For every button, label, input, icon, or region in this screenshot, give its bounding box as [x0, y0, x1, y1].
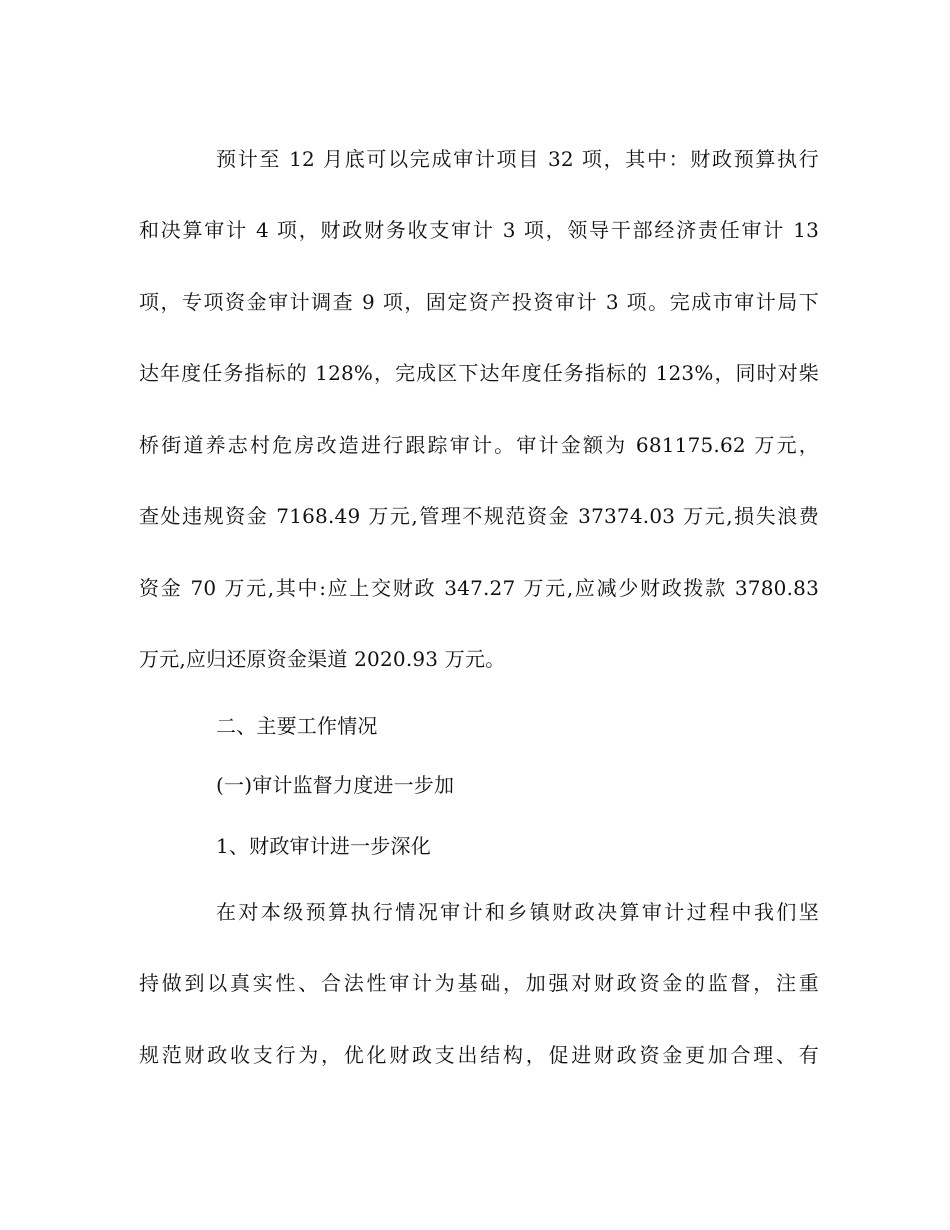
paragraph-line: 和决算审计 4 项，财政财务收支审计 3 项，领导干部经济责任审计 13	[139, 218, 819, 242]
paragraph-line: 预计至 12 月底可以完成审计项目 32 项，其中：财政预算执行	[216, 147, 819, 171]
paragraph-line: 万元,应归还原资金渠道 2020.93 万元。	[139, 647, 506, 671]
paragraph-line: 持做到以真实性、合法性审计为基础，加强对财政资金的监督，注重	[139, 971, 819, 995]
paragraph-line: 规范财政收支行为，优化财政支出结构，促进财政资金更加合理、有	[139, 1043, 819, 1067]
item-heading: 1、财政审计进一步深化	[216, 834, 431, 858]
paragraph-line: 查处违规资金 7168.49 万元,管理不规范资金 37374.03 万元,损失浪费	[139, 504, 819, 528]
subsection-heading: (一)审计监督力度进一步加	[216, 773, 455, 797]
paragraph-line: 资金 70 万元,其中:应上交财政 347.27 万元,应减少财政拨款 3780.83	[139, 576, 819, 600]
paragraph-line: 在对本级预算执行情况审计和乡镇财政决算审计过程中我们坚	[216, 900, 819, 924]
paragraph-line: 达年度任务指标的 128%，完成区下达年度任务指标的 123%，同时对柴	[139, 361, 819, 385]
paragraph-line: 项，专项资金审计调查 9 项，固定资产投资审计 3 项。完成市审计局下	[139, 290, 819, 314]
paragraph-line: 桥街道养志村危房改造进行跟踪审计。审计金额为 681175.62 万元，	[139, 433, 819, 457]
section-heading: 二、主要工作情况	[216, 714, 378, 738]
